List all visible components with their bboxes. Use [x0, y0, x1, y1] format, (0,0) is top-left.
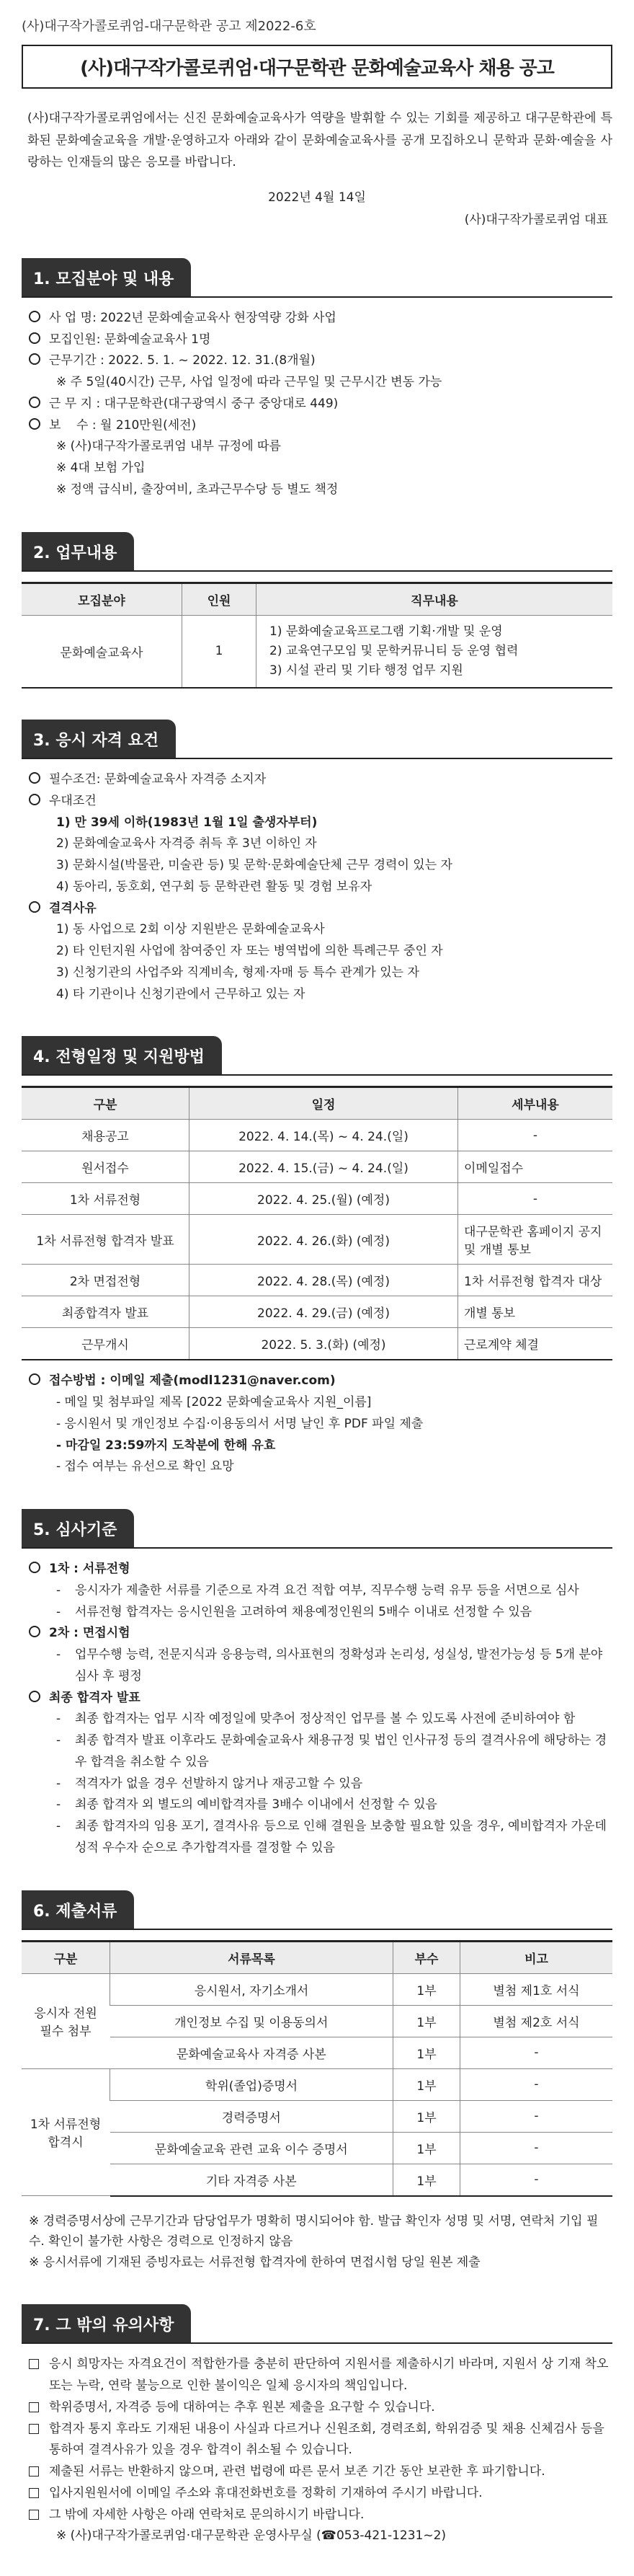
square-bullet-icon: [29, 2461, 49, 2483]
table-row: 1차 서류전형 합격자 발표 2022. 4. 26.(화) (예정) 대구문학관 홈페이지 공지 및 개별 통보: [22, 1215, 612, 1265]
intro-text: (사)대구작가콜로퀴엄에서는 신진 문화예술교육사가 역량을 발휘할 수 있는 기회를 제공하고 대구문학관에 특화된 문화예술교육을 개발·운영하고자 아래와 같이 문화예술교육사를 공개 모집하오니 문학과 문화·예술을 사랑하는 인재들의 많은 응모를 바랍니다.: [27, 111, 612, 170]
section-3-header: [22, 717, 612, 759]
section-5-title: 5. 심사기준: [22, 1509, 134, 1547]
section-3-title: 3. 응시 자격 요건: [22, 720, 176, 758]
section-7-header: [22, 2302, 612, 2344]
ring-bullet-icon: [29, 898, 49, 920]
section-1-title: 1. 모집분야 및 내용: [22, 258, 191, 296]
table-row: 문화예술교육사 1 1) 문화예술교육프로그램 기획·개발 및 운영 2) 교육연구모임 및 문학커뮤니티 등 운영 협력 3) 시설 관리 및 기타 행정 업무 지원: [22, 615, 612, 688]
schedule-table: 구분 일정 세부내용 채용공고 2022. 4. 14.(목) ~ 4. 24.(일) - 원서접수 2022. 4. 15.(금) ~ 4. 24.(일) 이메일접수 1차 서류전형 2022. 4. 25.(월) (예정) - 1차 서류전형 합격자 발표 2022. 4. 26.(화) (예정) 대구문학관 홈페이지 공지 및 개별 통보 2차 면접전형 2022. 4. 28.(목) (예정) 1차 서류전형 합격자 대상 최종합격자 발표 2022. 4. 29.(금) (예정) 개별 통보 근무개시 2022. 5. 3.(화) (예정) 근로계약 체결: [22, 1086, 612, 1360]
duties-table: 모집분야 인원 직무내용 문화예술교육사 1 1) 문화예술교육프로그램 기획·개발 및 운영 2) 교육연구모임 및 문학커뮤니티 등 운영 협력 3) 시설 관리 및 기타 행정 업무 지원: [22, 582, 612, 689]
ring-bullet-icon: [29, 394, 49, 415]
page-title: (사)대구작가콜로퀴엄·대구문학관 문화예술교육사 채용 공고: [22, 45, 612, 89]
section-5-list: 1차 : 서류전형 - 응시자가 제출한 서류를 기준으로 자격 요건 적합 여부, 직무수행 능력 유무 등을 서면으로 심사 - 서류전형 합격자는 응시인원을 고려하여 채용예정인원의 5배수 이내로 선정할 수 있음 2차 : 면접시험 - 업무수행 능력, 전문지식과 응용능력, 의사표현의 정확성과 논리성, 성실성, 발전가능성 등 5개 분야 심사 후 평정 최종 합격자 발표 - 최종 합격자는 업무 시작 예정일에 맞추어 정상적인 업무를 볼 수 있도록 사전에 준비하여야 함 - 최종 합격자 발표 이후라도 문화예술교육사 채용규정 및 법인 인사규정 등의 결격사유에 해당하는 경우 합격을 취소할 수 있음 - 적격자가 없을 경우 선발하지 않거나 재공고할 수 있음 - 최종 합격자 외 별도의 예비합격자를 3배수 이내에서 선정할 수 있음 - 최종 합격자의 임용 포기, 결격사유 등으로 인해 결원을 보충할 필요할 있을 경우, 예비합격자 가운데 성적 우수자 순으로 추가합격자를 결정할 수 있음: [29, 1559, 612, 1859]
table-row: 문화예술교육사 자격증 사본 1부 -: [22, 2037, 612, 2068]
ring-bullet-icon: [29, 1623, 49, 1645]
ring-bullet-icon: [29, 1559, 49, 1580]
section-7-list: 응시 희망자는 자격요건이 적합한가를 충분히 판단하여 지원서를 제출하시기 바라며, 지원서 상 기재 착오 또는 누락, 연락 불능으로 인한 불이익은 일체 응시자의 책임입니다. 학위증명서, 자격증 등에 대하여는 추후 원본 제출을 요구할 수 있습니다. 합격자 통지 후라도 기재된 내용이 사실과 다르거나 신원조회, 경력조회, 학위검증 및 채용 신체검사 등을 통하여 결격사유가 있을 경우 합격이 취소될 수 있습니다. 제출된 서류는 반환하지 않으며, 관련 법령에 따른 문서 보존 기간 동안 보관한 후 파기합니다. 입사지원원서에 이메일 주소와 휴대전화번호를 정확히 기재하여 주시기 바랍니다. 그 밖에 자세한 사항은 아래 연락처로 문의하시기 바랍니다. ※ (사)대구작가콜로퀴엄·대구문학관 운영사무실 (☎053-421-1231~2): [29, 2354, 612, 2547]
square-bullet-icon: [29, 2397, 49, 2419]
table-row: 1차 서류전형 합격시 학위(졸업)증명서 1부 -: [22, 2068, 612, 2100]
square-bullet-icon: [29, 2419, 49, 2462]
section-4-title: 4. 전형일정 및 지원방법: [22, 1036, 222, 1074]
section-6-title: 6. 제출서류: [22, 1890, 134, 1929]
section-5-header: [22, 1507, 612, 1549]
table-row: 기타 자격증 사본 1부 -: [22, 2164, 612, 2196]
table-row: 응시자 전원 필수 첨부 응시원서, 자기소개서 1부 별첨 제1호 서식: [22, 1973, 612, 2005]
table-row: 2차 면접전형 2022. 4. 28.(목) (예정) 1차 서류전형 합격자 대상: [22, 1265, 612, 1296]
section-1-list: 사 업 명: 2022년 문화예술교육사 현장역량 강화 사업 모집인원: 문화예술교육사 1명 근무기간 : 2022. 5. 1. ~ 2022. 12. 31.(8개월) ※ 주 5일(40시간) 근무, 사업 일정에 따라 근무일 및 근무시간 변동 가능 근 무 지 : 대구문학관(대구광역시 중구 중앙대로 449) 보 수 : 월 210만원(세전) ※ (사)대구작가콜로퀴엄 내부 규정에 따름 ※ 4대 보험 가입 ※ 정액 급식비, 출장여비, 초과근무수당 등 별도 책정: [29, 308, 612, 501]
contact-info: ※ (사)대구작가콜로퀴엄·대구문학관 운영사무실 (☎053-421-1231~2): [56, 2528, 447, 2544]
documents-table: 구분 서류목록 부수 비고 응시자 전원 필수 첨부 응시원서, 자기소개서 1부 별첨 제1호 서식 개인정보 수집 및 이용동의서 1부 별첨 제2호 서식 문화예술교육사 자격증 사본 1부 - 1차 서류전형 합격시 학위(졸업)증명서 1부 - 경력증명서 1부 - 문화예술교육 관련 교육 이수 증명서 1부 - 기타 자격증 사본 1부 -: [22, 1940, 612, 2197]
ring-bullet-icon: [29, 350, 49, 372]
application-method: 접수방법 : 이메일 제출(modl1231@naver.com) - 메일 및 첨부파일 제목 [2022 문화예술교육사 지원_이름] - 응시원서 및 개인정보 수집·이용동의서 서명 날인 후 PDF 파일 제출 - 마감일 23:59까지 도착분에 한해 유효 - 접수 여부는 유선으로 확인 요망: [29, 1371, 612, 1478]
table-row: 근무개시 2022. 5. 3.(화) (예정) 근로계약 체결: [22, 1328, 612, 1360]
table-row: 최종합격자 발표 2022. 4. 29.(금) (예정) 개별 통보: [22, 1296, 612, 1328]
table-row: 원서접수 2022. 4. 15.(금) ~ 4. 24.(일) 이메일접수: [22, 1151, 612, 1183]
table-row: 문화예술교육 관련 교육 이수 증명서 1부 -: [22, 2132, 612, 2164]
table-row: 개인정보 수집 및 이용동의서 1부 별첨 제2호 서식: [22, 2005, 612, 2037]
section-2-header: [22, 530, 612, 572]
section-2-title: 2. 업무내용: [22, 532, 134, 570]
square-bullet-icon: [29, 2354, 49, 2397]
ring-bullet-icon: [29, 308, 49, 329]
ring-bullet-icon: [29, 329, 49, 351]
notice-number: (사)대구작가콜로퀴엄-대구문학관 공고 제2022-6호: [22, 19, 316, 34]
square-bullet-icon: [29, 2505, 49, 2526]
section-3-list: 필수조건: 문화예술교육사 자격증 소지자 우대조건 1) 만 39세 이하(1983년 1월 1일 출생자부터) 2) 문화예술교육사 자격증 취득 후 3년 이하인 자 3) 문화시설(박물관, 미술관 등) 및 문학·문화예술단체 근무 경력이 있는 자 4) 동아리, 동호회, 연구회 등 문학관련 활동 및 경험 보유자 결격사유 1) 동 사업으로 2회 이상 지원받은 문화예술교육사 2) 타 인턴지원 사업에 참여중인 자 또는 병역법에 의한 특례근무 중인 자 3) 신청기관의 사업주와 직계비속, 형제·자매 등 특수 관계가 있는 자 4) 타 기관이나 신청기관에서 근무하고 있는 자: [29, 769, 612, 1005]
ring-bullet-icon: [29, 415, 49, 437]
ring-bullet-icon: [29, 791, 49, 813]
table-row: 경력증명서 1부 -: [22, 2100, 612, 2132]
ring-bullet-icon: [29, 1371, 49, 1392]
ring-bullet-icon: [29, 1688, 49, 1709]
section-4-header: [22, 1034, 612, 1076]
section-7-title: 7. 그 밖의 유의사항: [22, 2304, 191, 2342]
ring-bullet-icon: [29, 769, 49, 791]
square-bullet-icon: [29, 2483, 49, 2505]
table-row: 채용공고 2022. 4. 14.(목) ~ 4. 24.(일) -: [22, 1120, 612, 1151]
section-1-header: [22, 256, 612, 298]
signer: (사)대구작가콜로퀴엄 대표: [464, 212, 608, 227]
email-link[interactable]: 접수방법 : 이메일 제출(modl1231@naver.com): [49, 1373, 336, 1389]
table-row: 1차 서류전형 2022. 4. 25.(월) (예정) -: [22, 1183, 612, 1215]
section-6-header: [22, 1888, 612, 1930]
documents-notes: ※ 경력증명서상에 근무기간과 담당업무가 명확히 명시되어야 함. 발급 확인자 성명 및 서명, 연락처 기입 필수. 확인이 불가한 사항은 경력으로 인정하지 않음 ※ 응시서류에 기재된 증빙자료는 서류전형 합격자에 한하여 면접시험 당일 원본 제출: [29, 2213, 599, 2270]
notice-date: 2022년 4월 14일: [268, 190, 366, 205]
